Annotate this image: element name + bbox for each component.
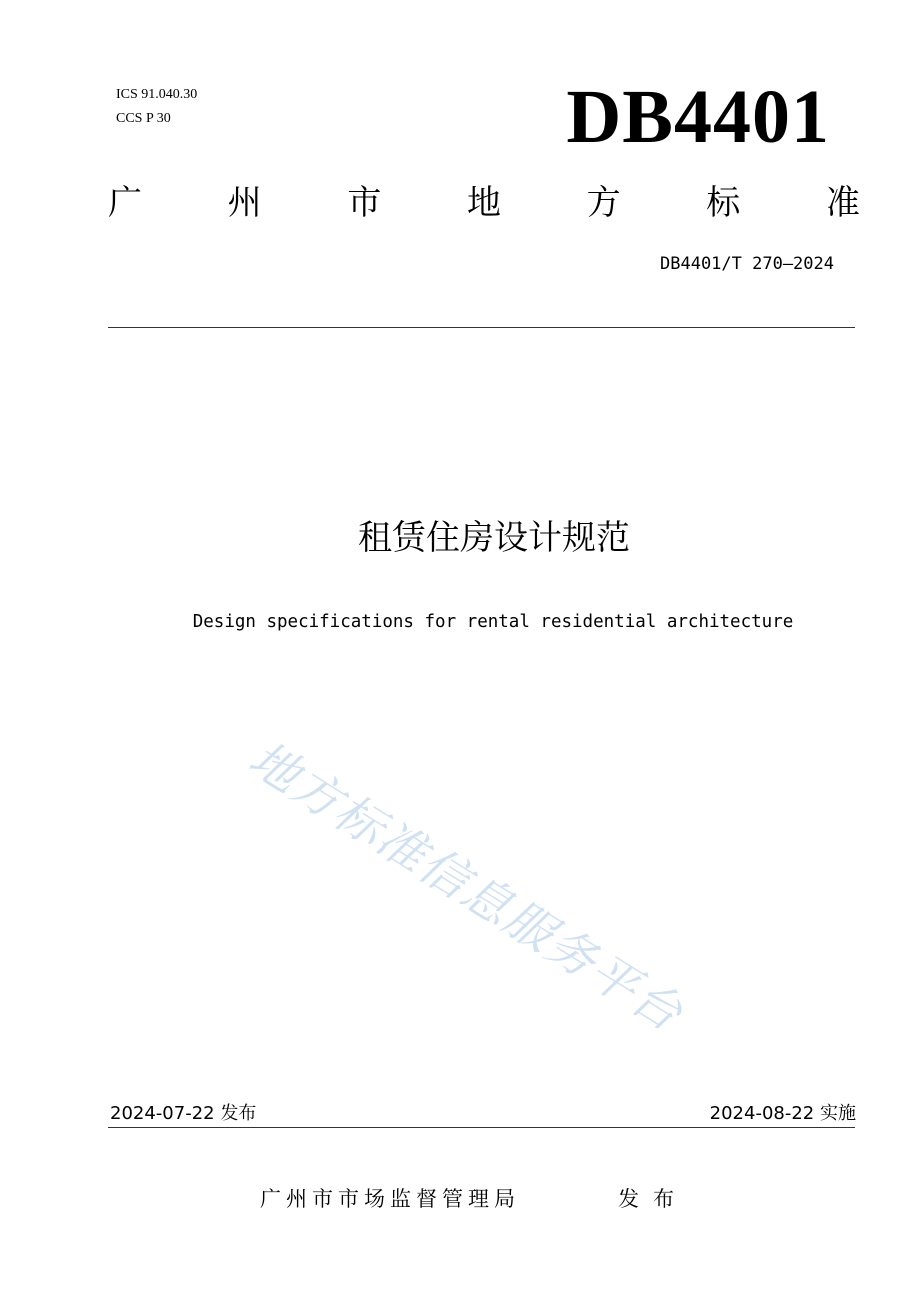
standard-type-char: 准 [825, 183, 860, 223]
watermark: 地方标准信息服务平台 [239, 730, 693, 1044]
issue-date: 2024-07-22 发布 [110, 1103, 257, 1124]
standard-code-heading: DB4401 [566, 75, 830, 159]
implementation-date: 2024-08-22 实施 [709, 1103, 856, 1124]
top-divider [108, 327, 855, 328]
standard-type-char: 广 [108, 183, 142, 223]
standard-type-char: 方 [586, 183, 621, 223]
standard-number: DB4401/T 270—2024 [660, 254, 834, 274]
standard-type-char: 地 [466, 183, 501, 223]
standard-type-char: 标 [706, 183, 741, 223]
issuing-authority: 广州市市场监督管理局 [260, 1187, 520, 1211]
bottom-divider [108, 1127, 855, 1128]
document-title-english: Design specifications for rental residential architecture [192, 612, 794, 632]
document-title-chinese: 租赁住房设计规范 [358, 518, 630, 558]
publish-label: 发布 [618, 1187, 688, 1211]
standard-type-heading [108, 178, 860, 228]
standard-type-char: 州 [227, 183, 262, 223]
ics-code: ICS 91.040.30 [116, 87, 198, 102]
standard-type-char: 市 [347, 183, 382, 223]
ccs-code: CCS P 30 [116, 111, 171, 126]
